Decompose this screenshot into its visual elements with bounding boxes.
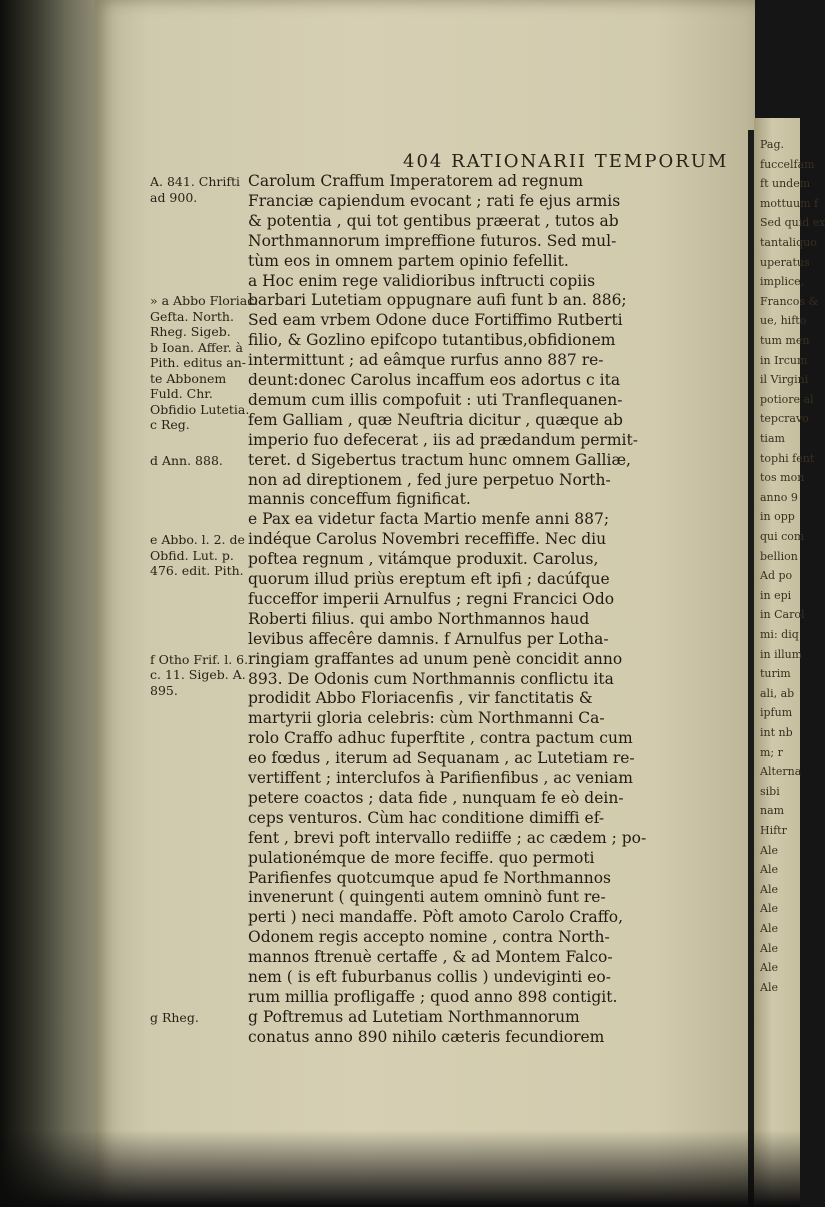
- facing-page-fragment: Sed quid ex: [760, 216, 825, 230]
- text-line: Northmannorum impreffione futuros. Sed mul-: [248, 231, 617, 250]
- text-line: levibus affecêre damnis. f Arnulfus per Lotha-: [248, 629, 609, 648]
- margin-note-line: b Ioan. Affer. à: [150, 339, 243, 355]
- facing-page-fragment: fuccelfam: [760, 157, 815, 171]
- bottom-shadow: [0, 1130, 800, 1207]
- facing-page-fragment: Ale: [760, 843, 778, 857]
- margin-note-line: Rheg. Sigeb.: [150, 324, 231, 340]
- facing-page-fragment: bellion: [760, 549, 798, 563]
- facing-page-fragment: Francos &: [760, 294, 819, 308]
- facing-page-fragment: anno 9: [760, 490, 798, 504]
- text-line: nem ( is eft fuburbanus collis ) undeviginti eo-: [248, 968, 611, 986]
- facing-page-fragment: in epi: [760, 588, 792, 602]
- facing-page-fragment: mi: diq: [760, 628, 799, 641]
- facing-page-fragment: mottuum f: [760, 196, 819, 210]
- facing-page-fragment: Ale: [760, 961, 778, 975]
- facing-page-fragment: Ale: [760, 863, 778, 877]
- facing-page-fragment: sibi: [760, 784, 780, 798]
- text-line: fem Galliam , quæ Neuftria dicitur , quæque ab: [248, 410, 623, 429]
- margin-note-line: f Otho Frif. l. 6.: [150, 651, 249, 667]
- facing-page-fragment: in Carol: [760, 608, 805, 622]
- margin-note: [150, 453, 250, 469]
- text-line: intermittunt ; ad eâmque rurfus anno 887 re-: [248, 351, 604, 370]
- margin-note-line: Fuld. Chr.: [150, 386, 213, 402]
- facing-page-fragment: Ale: [760, 980, 778, 994]
- text-line: indéque Carolus Novembri receffiffe. Nec diu: [248, 530, 607, 549]
- text-line: invenerunt ( quingenti autem omninò funt re-: [248, 888, 606, 907]
- margin-note-line: 895.: [150, 682, 178, 698]
- facing-page-fragment: in illum: [760, 647, 803, 661]
- text-line: & potentia , qui tot gentibus præerat , tutos ab: [248, 211, 619, 230]
- text-line: rum millia profligaffe ; quod anno 898 contigit.: [248, 987, 618, 1006]
- margin-note: [150, 174, 250, 205]
- facing-page-fragment: Ad po: [760, 569, 793, 583]
- facing-page-fragment: ipfum: [760, 706, 793, 720]
- text-line: perti ) neci mandaffe. Pòft amoto Carolo Craffo,: [248, 908, 624, 927]
- facing-page-fragment: Alterna: [760, 765, 802, 779]
- margin-note: [150, 1010, 250, 1026]
- facing-page-fragment: tum men: [760, 334, 810, 347]
- facing-page-fragment: ali, ab: [760, 686, 795, 700]
- text-line: conatus anno 890 nihilo cæteris fecundiorem: [248, 1027, 605, 1046]
- margin-note-line: d Ann. 888.: [150, 452, 223, 468]
- margin-note: [150, 293, 259, 433]
- text-line: Odonem regis accepto nomine , contra North-: [248, 928, 610, 947]
- facing-page-fragment: Ale: [760, 922, 778, 935]
- facing-page-fragment: il Virgini: [760, 373, 809, 387]
- facing-page-fragment: qui com: [760, 530, 805, 543]
- text-line: fent , brevi poft intervallo rediiffe ; ac cædem ; po-: [248, 828, 647, 847]
- margin-note-line: Obfid. Lut. p.: [150, 547, 234, 563]
- margin-note-line: ad 900.: [150, 189, 198, 205]
- text-line: Sed eam vrbem Odone duce Fortiffimo Rutberti: [248, 311, 623, 330]
- margin-note: [150, 652, 250, 699]
- text-line: teret. d Sigebertus tractum hunc omnem Galliæ,: [248, 450, 631, 469]
- margin-note-line: Pith. editus an-: [150, 355, 247, 371]
- facing-page-fragment: int nb: [760, 726, 793, 739]
- margin-note-line: g Rheg.: [150, 1009, 199, 1025]
- facing-page-fragment: potiore al: [760, 392, 814, 406]
- margin-note-line: c Reg.: [150, 417, 190, 433]
- text-line: e Pax ea videtur facta Martio menfe anni 887;: [248, 510, 610, 529]
- facing-page-fragment: tantaliquo: [760, 236, 817, 249]
- text-line: quorum illud priùs ereptum eft ipfi ; dacúfque: [248, 570, 610, 588]
- text-line: ringiam graffantes ad unum penè concidit anno: [248, 649, 623, 668]
- text-line: g Poftremus ad Lutetiam Northmannorum: [248, 1007, 580, 1026]
- text-line: mannis conceffum fignificat.: [248, 490, 471, 509]
- facing-page-fragment: ft undem: [760, 177, 811, 191]
- facing-page-fragment: tophi fent: [760, 451, 815, 465]
- facing-page-fragment: Ale: [760, 882, 778, 896]
- margin-note-line: Gefta. North.: [150, 308, 234, 324]
- running-head: 404 RATIONARII TEMPORUM: [403, 151, 729, 172]
- margin-note-line: e Abbo. l. 2. de: [150, 532, 245, 548]
- text-line: fucceffor imperii Arnulfus ; regni Francici Odo: [248, 589, 615, 608]
- text-line: Parifienfes quotcumque apud fe Northmannos: [248, 868, 611, 887]
- facing-page-fragment: Pag.: [760, 138, 785, 151]
- facing-page-fragment: tepcravo: [760, 412, 809, 426]
- margin-note-line: A. 841. Chrifti: [150, 174, 241, 189]
- facing-page-fragment: m; r: [760, 745, 783, 759]
- text-line: non ad direptionem , fed jure perpetuo North-: [248, 470, 611, 489]
- facing-page-fragment: Ale: [760, 902, 778, 916]
- facing-page-fragment: in opp: [760, 510, 795, 524]
- text-line: prodidit Abbo Floriacenfis , vir fanctitatis &: [248, 689, 593, 708]
- facing-page-fragment: in Ircum: [760, 353, 808, 367]
- text-line: rolo Craffo adhuc fuperftite , contra pactum cum: [248, 729, 633, 748]
- facing-page-fragment: tos mon: [760, 471, 805, 485]
- facing-page-fragment: implice,: [760, 275, 805, 289]
- text-line: Franciæ capiendum evocant ; rati fe ejus armis: [248, 191, 621, 210]
- margin-note-line: Obfidio Lutetia.: [150, 401, 250, 417]
- text-line: imperio fuo defecerat , iis ad prædandum permit-: [248, 430, 638, 449]
- text-line: tùm eos in omnem partem opinio fefellit.: [248, 251, 569, 270]
- text-line: Roberti filius. qui ambo Northmannos haud: [248, 609, 590, 628]
- facing-page-fragment: turim: [760, 667, 791, 681]
- text-line: poftea regnum , vitámque produxit. Carolus,: [248, 550, 599, 569]
- text-line: pulationémque de more feciffe. quo permoti: [248, 848, 595, 867]
- facing-page-edge: [754, 118, 825, 1207]
- text-line: Carolum Craffum Imperatorem ad regnum: [248, 172, 584, 190]
- text-line: filio, & Gozlino epifcopo tutantibus,obfidionem: [248, 331, 616, 350]
- text-line: vertiffent ; interclufos à Parifienfibus , ac veniam: [248, 769, 633, 787]
- facing-page-fragment: nam: [760, 804, 785, 818]
- facing-page-fragment: Ale: [760, 941, 778, 955]
- text-line: petere coactos ; data fide , nunquam fe eò dein-: [248, 788, 624, 807]
- facing-page-fragment: tiam: [760, 432, 785, 445]
- text-line: mannos ftrenuè certaffe , & ad Montem Falco-: [248, 948, 613, 967]
- text-line: 893. De Odonis cum Northmannis conflictu ita: [248, 669, 614, 688]
- margin-note: [150, 532, 250, 579]
- text-line: martyrii gloria celebris: cùm Northmanni Ca-: [248, 709, 605, 728]
- text-line: demum cum illis compofuit : uti Tranflequanen-: [248, 390, 623, 409]
- margin-note-line: c. 11. Sigeb. A.: [150, 667, 246, 683]
- text-line: eo fœdus , iterum ad Sequanam , ac Lutetiam re-: [248, 749, 635, 768]
- text-line: barbari Lutetiam oppugnare aufi funt b an. 886;: [248, 291, 627, 310]
- margin-note-line: te Abbonem: [150, 370, 227, 386]
- text-line: deunt:donec Carolus incaffum eos adortus c ita: [248, 371, 621, 389]
- margin-note-line: » a Abbo Floriac.: [150, 293, 259, 309]
- text-line: a Hoc enim rege validioribus inftructi copiis: [248, 271, 596, 290]
- facing-page-fragment: Hiftr: [760, 824, 787, 837]
- text-line: ceps venturos. Cùm hac conditione dimiffi ef-: [248, 808, 605, 827]
- margin-note-line: 476. edit. Pith.: [150, 563, 244, 579]
- facing-page-fragment: uperatus: [760, 255, 810, 269]
- facing-page-fragment: ue, hifto: [760, 314, 807, 328]
